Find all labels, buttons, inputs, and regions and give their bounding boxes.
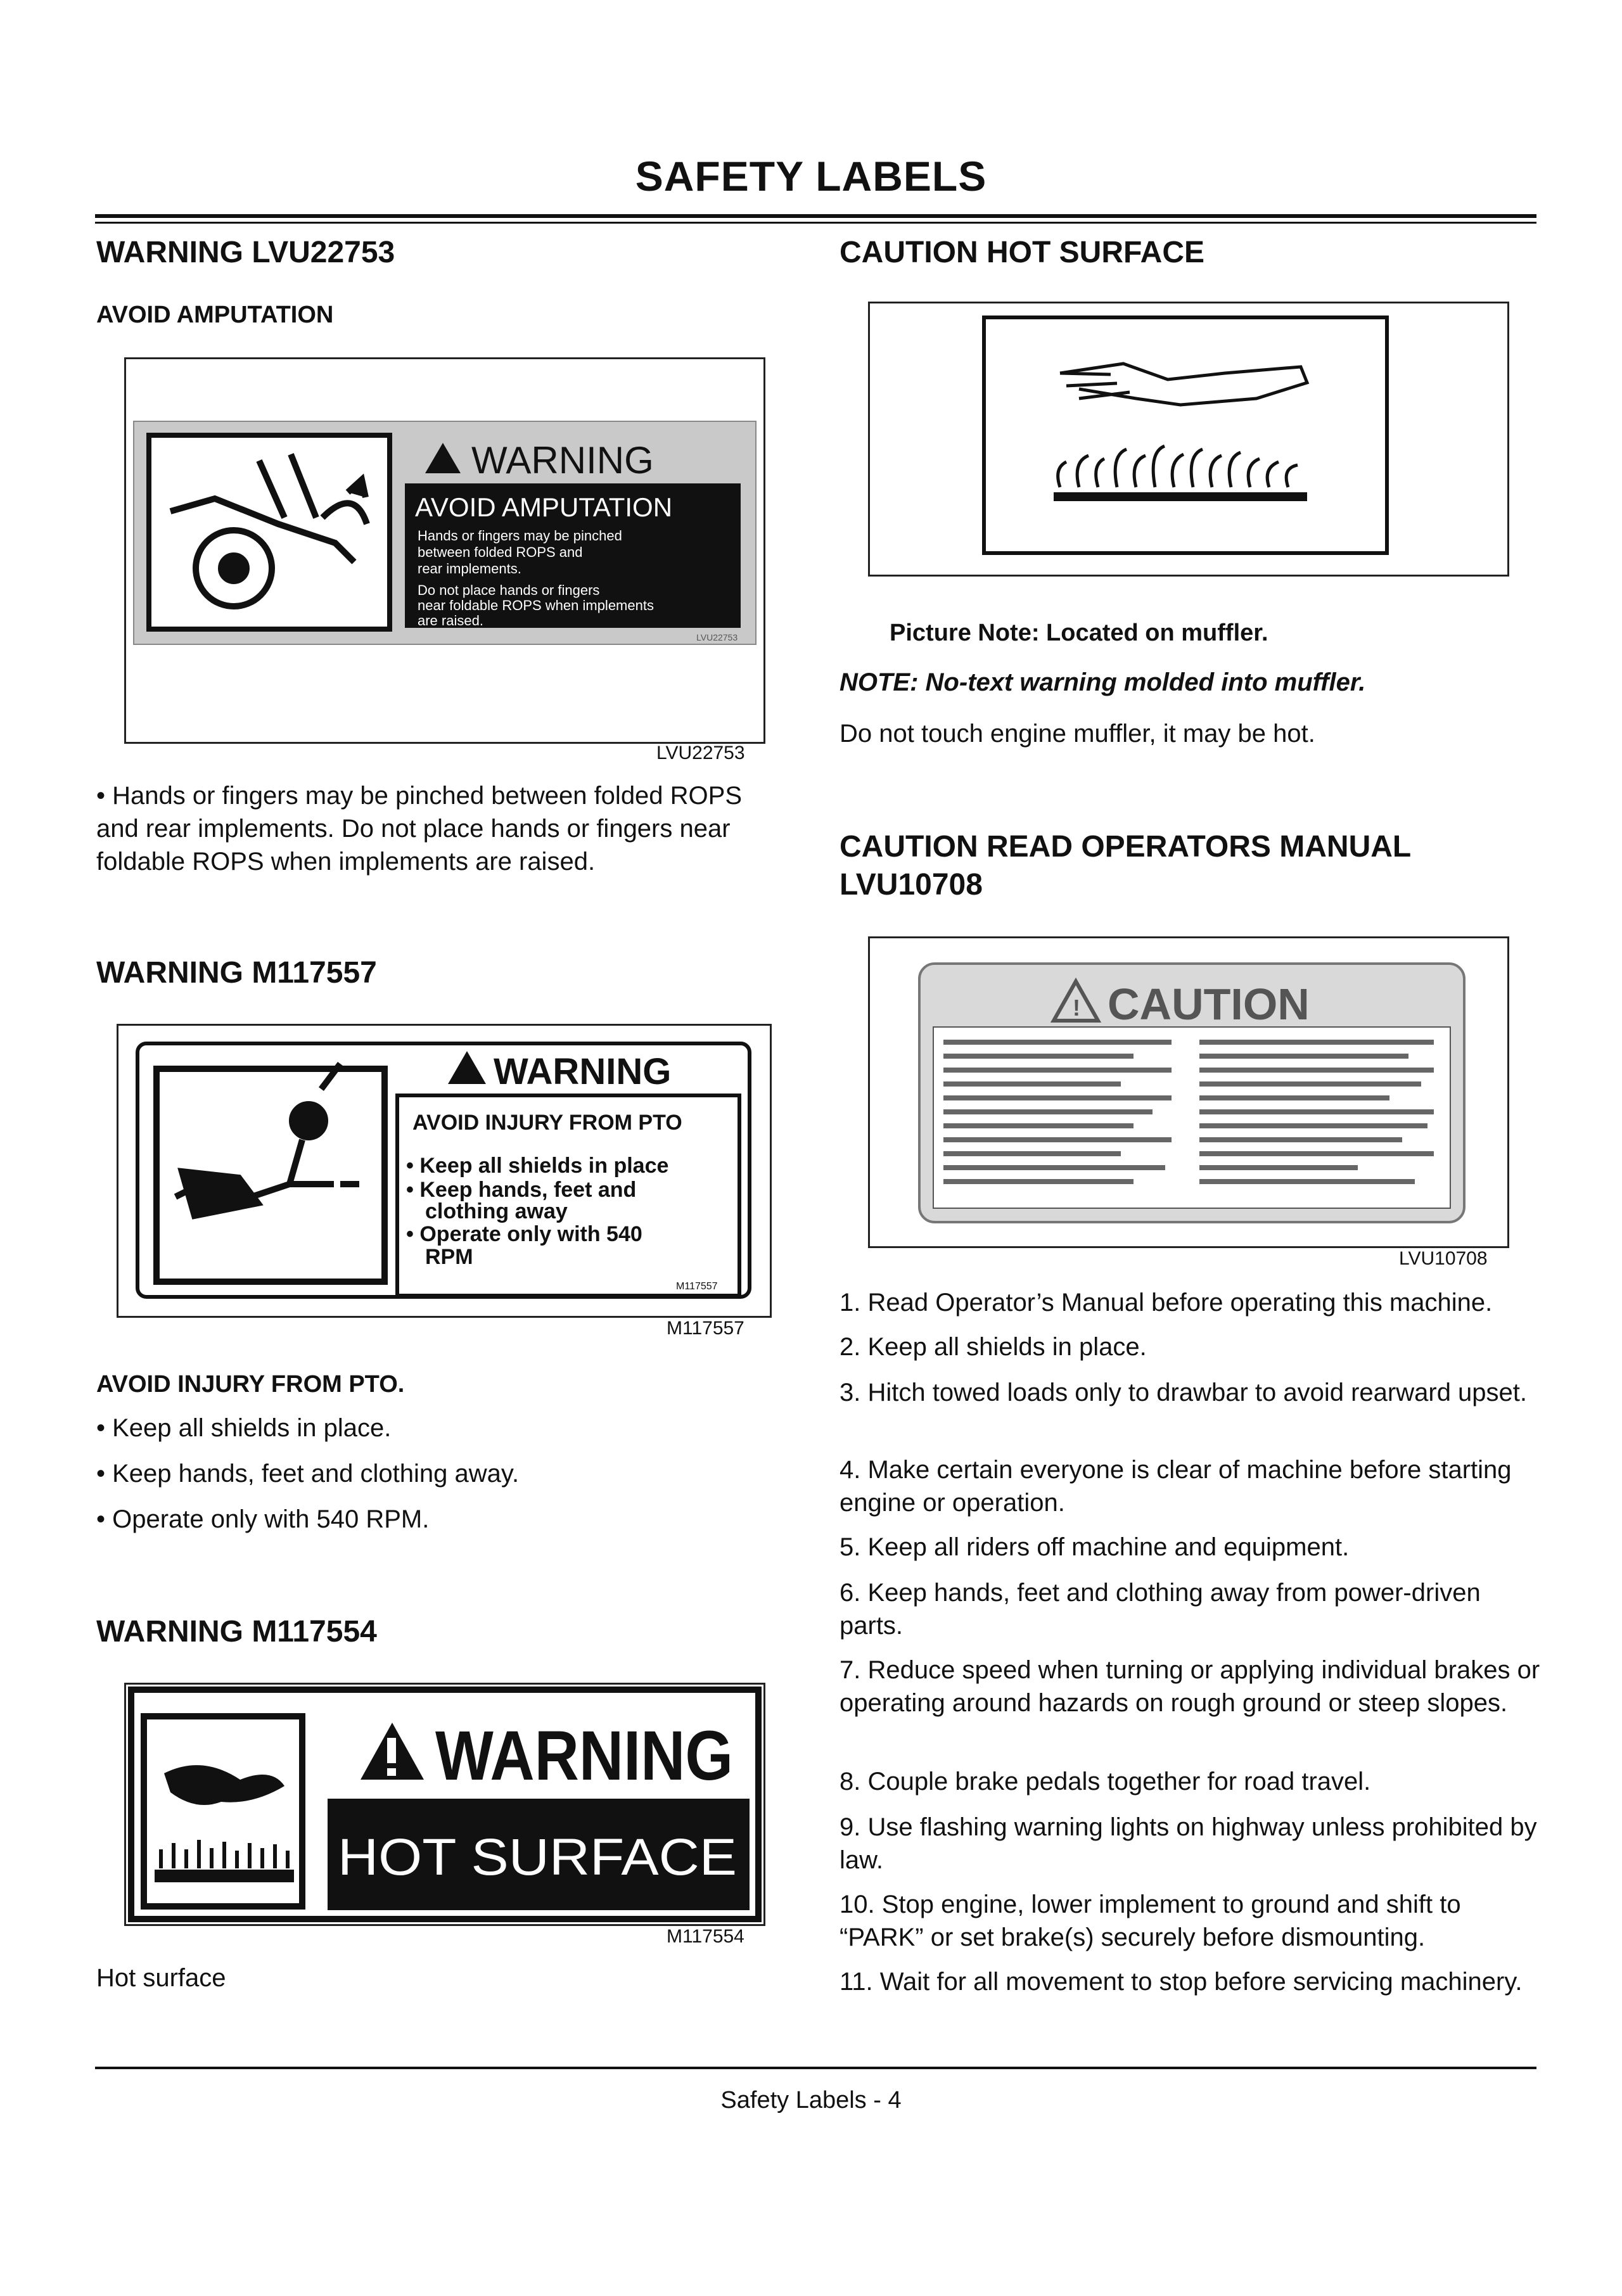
list-item: 6. Keep hands, feet and clothing away from power-driven parts. bbox=[840, 1579, 1481, 1640]
section-subhead-pto: AVOID INJURY FROM PTO. bbox=[96, 1371, 405, 1398]
decal-line: • Operate only with 540 bbox=[406, 1222, 642, 1246]
decal-line: rear implements. bbox=[418, 561, 521, 577]
section-title-lvu22753: WARNING LVU22753 bbox=[96, 236, 395, 269]
decal-frame-lvu22753 bbox=[124, 357, 765, 744]
decal-head-text: WARNING bbox=[471, 439, 654, 482]
section-text-hot-surface: Do not touch engine muffler, it may be hot. bbox=[840, 720, 1315, 748]
figure-caption-m117557: M117557 bbox=[667, 1318, 744, 1339]
note-text: NOTE: No-text warning molded into muffler. bbox=[840, 668, 1366, 696]
section-title-read-manual-code: LVU10708 bbox=[840, 868, 983, 902]
decal-line: • Keep all shields in place bbox=[406, 1154, 669, 1178]
page-footer: Safety Labels - 4 bbox=[720, 2087, 902, 2114]
decal-line: clothing away bbox=[425, 1199, 568, 1223]
list-item: 9. Use flashing warning lights on highway unless prohibited by law. bbox=[840, 1813, 1537, 1874]
decal-frame-m117557 bbox=[117, 1024, 772, 1318]
hot-surface-drawing bbox=[870, 303, 1507, 575]
hot-surface-decal bbox=[126, 1685, 763, 1924]
section-text-lvu22753: • Hands or fingers may be pinched between folded ROPS and rear implements. Do not place hands or fingers near foldable ROPS when implements are raised. bbox=[96, 782, 743, 876]
list-item: 3. Hitch towed loads only to drawbar to avoid rearward upset. bbox=[840, 1379, 1528, 1406]
section-text-m117554: Hot surface bbox=[96, 1964, 226, 1992]
header-rule-thin bbox=[95, 222, 1536, 224]
figure-caption-lvu22753: LVU22753 bbox=[656, 743, 745, 763]
decal-line: Do not place hands or fingers bbox=[418, 582, 600, 598]
section-subtitle-avoid-amputation: AVOID AMPUTATION bbox=[96, 302, 334, 328]
list-item: 5. Keep all riders off machine and equipment. bbox=[840, 1533, 1350, 1561]
decal-frame-lvu10708 bbox=[868, 936, 1509, 1248]
section-title-m117554: WARNING M117554 bbox=[96, 1615, 377, 1649]
section-title-caution-hot-surface: CAUTION HOT SURFACE bbox=[840, 236, 1204, 269]
header-rule bbox=[95, 214, 1536, 218]
decal-code: LVU22753 bbox=[696, 632, 738, 642]
picture-note: Picture Note: Located on muffler. bbox=[890, 620, 1268, 646]
decal-head-text: WARNING bbox=[435, 1717, 733, 1795]
decal-line: • Keep hands, feet and bbox=[406, 1178, 637, 1202]
decal-line: near foldable ROPS when implements bbox=[418, 597, 654, 613]
decal-line: RPM bbox=[425, 1245, 473, 1269]
decal-code: M117557 bbox=[676, 1281, 718, 1292]
list-item: 2. Keep all shields in place. bbox=[840, 1333, 1147, 1361]
decal-band-text: AVOID AMPUTATION bbox=[415, 492, 673, 522]
pto-bullet: • Keep hands, feet and clothing away. bbox=[96, 1460, 520, 1488]
figure-caption-m117554: M117554 bbox=[667, 1926, 744, 1947]
page-title: SAFETY LABELS bbox=[635, 153, 987, 200]
decal-frame-m117554 bbox=[124, 1683, 765, 1926]
list-item: 7. Reduce speed when turning or applying individual brakes or operating around hazards on rough ground or steep slopes. bbox=[840, 1656, 1540, 1717]
hot-surface-flames-icon bbox=[155, 1840, 294, 1882]
list-item: 4. Make certain everyone is clear of machine before starting engine or operation. bbox=[840, 1456, 1512, 1517]
caution-decal bbox=[870, 938, 1507, 1246]
decal-frame-hot-surface bbox=[868, 302, 1509, 577]
svg-text:!: ! bbox=[1073, 995, 1080, 1021]
footer-rule bbox=[95, 2067, 1536, 2069]
amputation-decal bbox=[126, 359, 763, 742]
pto-decal bbox=[118, 1026, 770, 1316]
decal-line: Hands or fingers may be pinched bbox=[418, 528, 622, 544]
decal-line: between folded ROPS and bbox=[418, 544, 583, 560]
section-title-m117557: WARNING M117557 bbox=[96, 956, 377, 990]
decal-head-text: CAUTION bbox=[1108, 979, 1310, 1029]
pto-bullet: • Operate only with 540 RPM. bbox=[96, 1505, 430, 1533]
decal-line: are raised. bbox=[418, 613, 483, 628]
pto-bullet: • Keep all shields in place. bbox=[96, 1414, 392, 1442]
decal-band-text: AVOID INJURY FROM PTO bbox=[412, 1111, 682, 1135]
list-item: 1. Read Operator’s Manual before operating this machine. bbox=[840, 1289, 1493, 1317]
figure-caption-lvu10708: LVU10708 bbox=[1399, 1248, 1488, 1269]
list-item: 8. Couple brake pedals together for road travel. bbox=[840, 1768, 1371, 1795]
list-item: 10. Stop engine, lower implement to ground and shift to “PARK” or set brake(s) securely before dismounting. bbox=[840, 1891, 1461, 1951]
decal-head-text: WARNING bbox=[494, 1051, 672, 1092]
section-title-read-manual: CAUTION READ OPERATORS MANUAL bbox=[840, 830, 1412, 864]
list-item: 11. Wait for all movement to stop before servicing machinery. bbox=[840, 1968, 1523, 1996]
decal-band-text: HOT SURFACE bbox=[338, 1828, 737, 1886]
